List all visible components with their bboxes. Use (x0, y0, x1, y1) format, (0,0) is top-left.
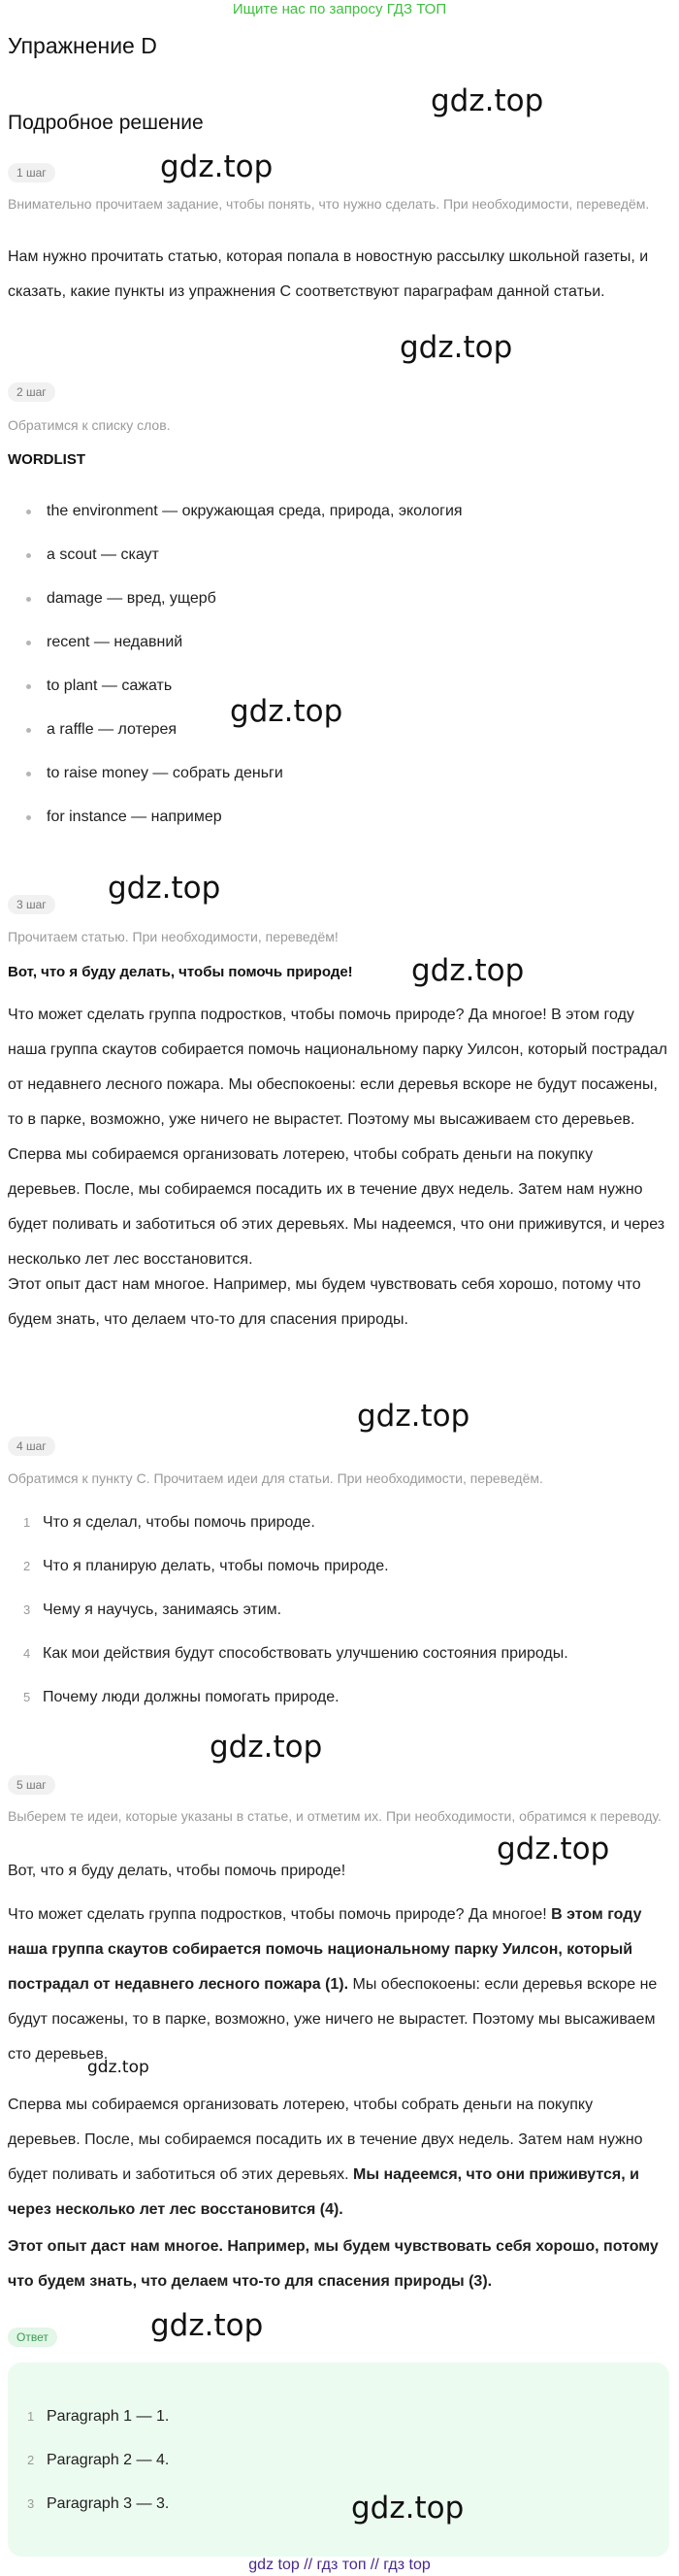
watermark: gdz.top (431, 83, 544, 118)
list-item: a scout — скаут (0, 538, 463, 581)
ideas-list (0, 1505, 568, 1724)
step-badge-5: 5 шаг (8, 1775, 55, 1795)
marked-article-heading: Вот, что я буду делать, чтобы помочь природе! (8, 1863, 346, 1879)
answer-list (0, 2399, 169, 2530)
list-item: to plant — сажать (0, 669, 463, 712)
article-paragraph-3: Этот опыт даст нам многое. Например, мы будем чувствовать себя хорошо, потому что будем знать, что делаем что-то для спасения природы. (8, 1276, 641, 1328)
list-item: 2 Что я планирую делать, чтобы помочь природе. (23, 1558, 389, 1574)
watermark: gdz.top (210, 1730, 323, 1765)
list-item: 5 Почему люди должны помогать природе. (23, 1689, 340, 1705)
watermark: gdz.top (230, 694, 343, 729)
answer-badge: Ответ (8, 2328, 57, 2347)
top-search-link[interactable]: Ищите нас по запросу ГДЗ ТОП (232, 1, 447, 17)
article-paragraph-1: Что может сделать группа подростков, чтобы помочь природе? Да многое! В этом году наша группа скаутов собирается помочь национальному парку Уилсон, который пострадал от недавнего лесного пожара. Мы обеспокоены: если деревья вскоре не будут посажены, то в парке, возможно, уже ничего не вырастет. Поэтому мы высаживаем сто деревьев. (8, 1007, 667, 1128)
list-item: 4 Как мои действия будут способствовать улучшению состояния природы. (23, 1645, 568, 1662)
step-hint-3: Прочитаем статью. При необходимости, переведём! (8, 929, 339, 944)
list-item: 1 Что я сделал, чтобы помочь природе. (23, 1514, 315, 1531)
marked-paragraph-3: Этот опыт даст нам многое. Например, мы будем чувствовать себя хорошо, потому что будем знать, что делаем что-то для спасения природы (3). (8, 2238, 659, 2290)
step-hint-4: Обратимся к пункту С. Прочитаем идеи для статьи. При необходимости, переведём. (8, 1470, 543, 1486)
marked-paragraph-1: Что может сделать группа подростков, чтобы помочь природе? Да многое! В этом году наша группа скаутов собирается помочь национальному парку Уилсон, который пострадал от недавнего лесного пожара (1). Мы обеспокоены: если деревья вскоре не будут посажены, то в парке, возможно, уже ничего не вырастет. Поэтому мы высаживаем сто деревьев. (8, 1906, 658, 2063)
step-hint-1: Внимательно прочитаем задание, чтобы понять, что нужно сделать. При необходимости, переведём. (8, 196, 650, 212)
solution-heading: Подробное решение (8, 112, 204, 134)
list-item: a raffle — лотерея (0, 712, 463, 756)
watermark: gdz.top (357, 1399, 470, 1434)
wordlist-heading: WORDLIST (8, 451, 85, 468)
step-badge-2: 2 шаг (8, 382, 55, 402)
list-item: the environment — окружающая среда, природа, экология (0, 494, 463, 538)
list-item: for instance — например (0, 800, 463, 843)
step-text-1: Нам нужно прочитать статью, которая попала в новостную рассылку школьной газеты, и сказать, какие пункты из упражнения С соответствуют параграфам данной статьи. (8, 248, 649, 300)
watermark: gdz.top (150, 2308, 264, 2343)
watermark: gdz.top (400, 330, 513, 365)
article-paragraph-2: Сперва мы собираемся организовать лотерею, чтобы собрать деньги на покупку деревьев. После, мы собираемся посадить их в течение двух недель. Затем нам нужно будет поливать и заботиться об этих деревьях. Мы надеемся, что они приживутся, и через несколько лет лес восстановится. (8, 1146, 665, 1268)
list-item: 3 Paragraph 3 — 3. (27, 2495, 170, 2512)
marked-paragraph-2: Сперва мы собираемся организовать лотерею, чтобы собрать деньги на покупку деревьев. После, мы собираемся посадить их в течение двух недель. Затем нам нужно будет поливать и заботиться об этих деревьях. Мы надеемся, что они приживутся, и через несколько лет лес восстановится (4). (8, 2097, 643, 2218)
wordlist (0, 494, 463, 843)
step-hint-5: Выберем те идеи, которые указаны в статье, и отметим их. При необходимости, обратимся к переводу. (8, 1808, 662, 1824)
watermark: gdz.top (87, 2058, 149, 2077)
watermark: gdz.top (108, 871, 221, 906)
list-item: recent — недавний (0, 625, 463, 669)
page-title: Упражнение D (8, 33, 157, 58)
step-badge-1: 1 шаг (8, 163, 55, 182)
watermark: gdz.top (351, 2491, 465, 2526)
footer-links[interactable]: gdz top // гдз топ // гдз top (248, 2557, 431, 2573)
list-item: 2 Paragraph 2 — 4. (27, 2452, 170, 2468)
watermark: gdz.top (497, 1832, 610, 1866)
watermark: gdz.top (411, 953, 525, 988)
list-item: to raise money — собрать деньги (0, 756, 463, 800)
watermark: gdz.top (160, 149, 274, 184)
step-badge-4: 4 шаг (8, 1437, 55, 1456)
list-item: 3 Чему я научусь, занимаясь этим. (23, 1602, 282, 1618)
step-badge-3: 3 шаг (8, 895, 55, 914)
list-item: damage — вред, ущерб (0, 581, 463, 625)
list-item: 1 Paragraph 1 — 1. (27, 2408, 170, 2425)
article-heading: Вот, что я буду делать, чтобы помочь природе! (8, 964, 353, 980)
step-hint-2: Обратимся к списку слов. (8, 417, 171, 433)
